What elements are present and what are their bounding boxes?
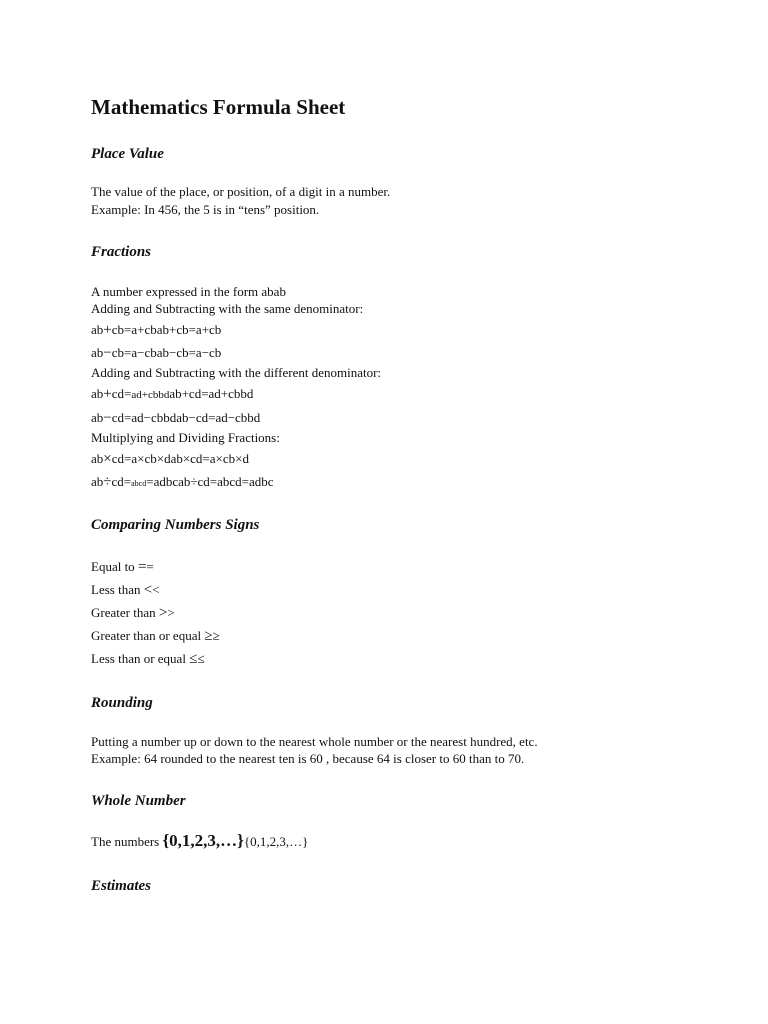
place-value-definition: The value of the place, or position, of a digit in a number. bbox=[91, 184, 391, 199]
formula-text: ab+cd=ad+cbbd bbox=[169, 386, 254, 401]
comparison-less-than bbox=[91, 581, 160, 599]
comparison-label: Less than bbox=[91, 582, 144, 597]
formula-add-same bbox=[91, 321, 221, 339]
times-sign: × bbox=[103, 451, 112, 467]
comparison-equal-to bbox=[91, 558, 154, 576]
heading-rounding: Rounding bbox=[91, 695, 153, 711]
heading-place-value: Place Value bbox=[91, 146, 164, 162]
heading-fractions: Fractions bbox=[91, 244, 152, 260]
place-value-example: Example: In 456, the 5 is in “tens” position. bbox=[91, 202, 320, 217]
formula-text: ab bbox=[91, 451, 104, 466]
whole-number-set: {0,1,2,3,…} bbox=[162, 831, 244, 850]
plus-sign: + bbox=[103, 386, 112, 402]
fractions-multiply-divide-label: Multiplying and Dividing Fractions: bbox=[91, 430, 280, 445]
formula-text: ab bbox=[91, 345, 104, 360]
whole-number-definition bbox=[91, 832, 308, 851]
minus-sign: − bbox=[103, 345, 112, 361]
comparison-greater-than bbox=[91, 604, 175, 622]
comparison-symbol: = bbox=[146, 559, 154, 574]
formula-text: ab×cd=a×cb×d bbox=[170, 451, 249, 466]
comparison-symbol: < bbox=[152, 582, 160, 597]
formula-multiply bbox=[91, 450, 249, 468]
formula-text: cd= bbox=[111, 474, 132, 489]
comparison-label: Equal to bbox=[91, 559, 138, 574]
formula-text: cb=a−cbab−cb=a−cb bbox=[111, 345, 222, 360]
formula-text: cd= bbox=[111, 410, 132, 425]
formula-text: a×cb×d bbox=[131, 451, 171, 466]
rounding-definition: Putting a number up or down to the nearest whole number or the nearest hundred, etc. bbox=[91, 734, 538, 749]
formula-text: cb=a+cbab+cb=a+cb bbox=[111, 322, 222, 337]
heading-estimates: Estimates bbox=[91, 878, 152, 894]
plus-sign: + bbox=[103, 322, 112, 338]
formula-text-small: abcd bbox=[131, 479, 147, 488]
formula-text: cd= bbox=[111, 386, 132, 401]
formula-text: =adbcab÷cd=abcd=adbc bbox=[146, 474, 274, 489]
formula-text: ab bbox=[91, 410, 104, 425]
less-or-equal-sign: ≤ bbox=[189, 651, 198, 667]
comparison-greater-or-equal bbox=[91, 627, 220, 645]
formula-text: ab bbox=[91, 322, 104, 337]
whole-number-prefix: The numbers bbox=[91, 834, 163, 849]
less-than-sign: < bbox=[143, 582, 153, 598]
heading-comparing-numbers-signs: Comparing Numbers Signs bbox=[91, 517, 260, 533]
equal-sign: = bbox=[137, 559, 147, 575]
greater-than-sign: > bbox=[158, 605, 168, 621]
comparison-symbol: ≤ bbox=[197, 651, 205, 666]
comparison-label: Greater than or equal bbox=[91, 628, 205, 643]
comparison-symbol: ≥ bbox=[212, 628, 220, 643]
comparison-symbol: > bbox=[167, 605, 175, 620]
formula-text: ab−cd=ad−cbbd bbox=[176, 410, 261, 425]
fractions-different-denominator-label: Adding and Subtracting with the different denominator: bbox=[91, 365, 382, 380]
formula-text: ab bbox=[91, 386, 104, 401]
formula-sub-different bbox=[91, 409, 260, 427]
fractions-intro: A number expressed in the form abab bbox=[91, 284, 286, 299]
heading-whole-number: Whole Number bbox=[91, 793, 186, 809]
comparison-label: Less than or equal bbox=[91, 651, 190, 666]
rounding-example: Example: 64 rounded to the nearest ten is 60 , because 64 is closer to 60 than to 70. bbox=[91, 751, 525, 766]
formula-text: cd= bbox=[111, 451, 132, 466]
comparison-less-or-equal bbox=[91, 650, 205, 668]
formula-text: ab bbox=[91, 474, 104, 489]
formula-add-different bbox=[91, 385, 253, 404]
formula-text: ad−cbbd bbox=[131, 410, 177, 425]
fractions-same-denominator-label: Adding and Subtracting with the same denominator: bbox=[91, 301, 364, 316]
formula-sub-same bbox=[91, 344, 221, 362]
comparison-label: Greater than bbox=[91, 605, 159, 620]
minus-sign: − bbox=[103, 410, 112, 426]
formula-text: ad+cbbd bbox=[131, 389, 170, 401]
divide-sign: ÷ bbox=[103, 474, 112, 490]
formula-divide bbox=[91, 473, 274, 493]
whole-number-set-small: {0,1,2,3,…} bbox=[243, 834, 309, 849]
page-title: Mathematics Formula Sheet bbox=[91, 95, 346, 119]
greater-or-equal-sign: ≥ bbox=[204, 628, 213, 644]
